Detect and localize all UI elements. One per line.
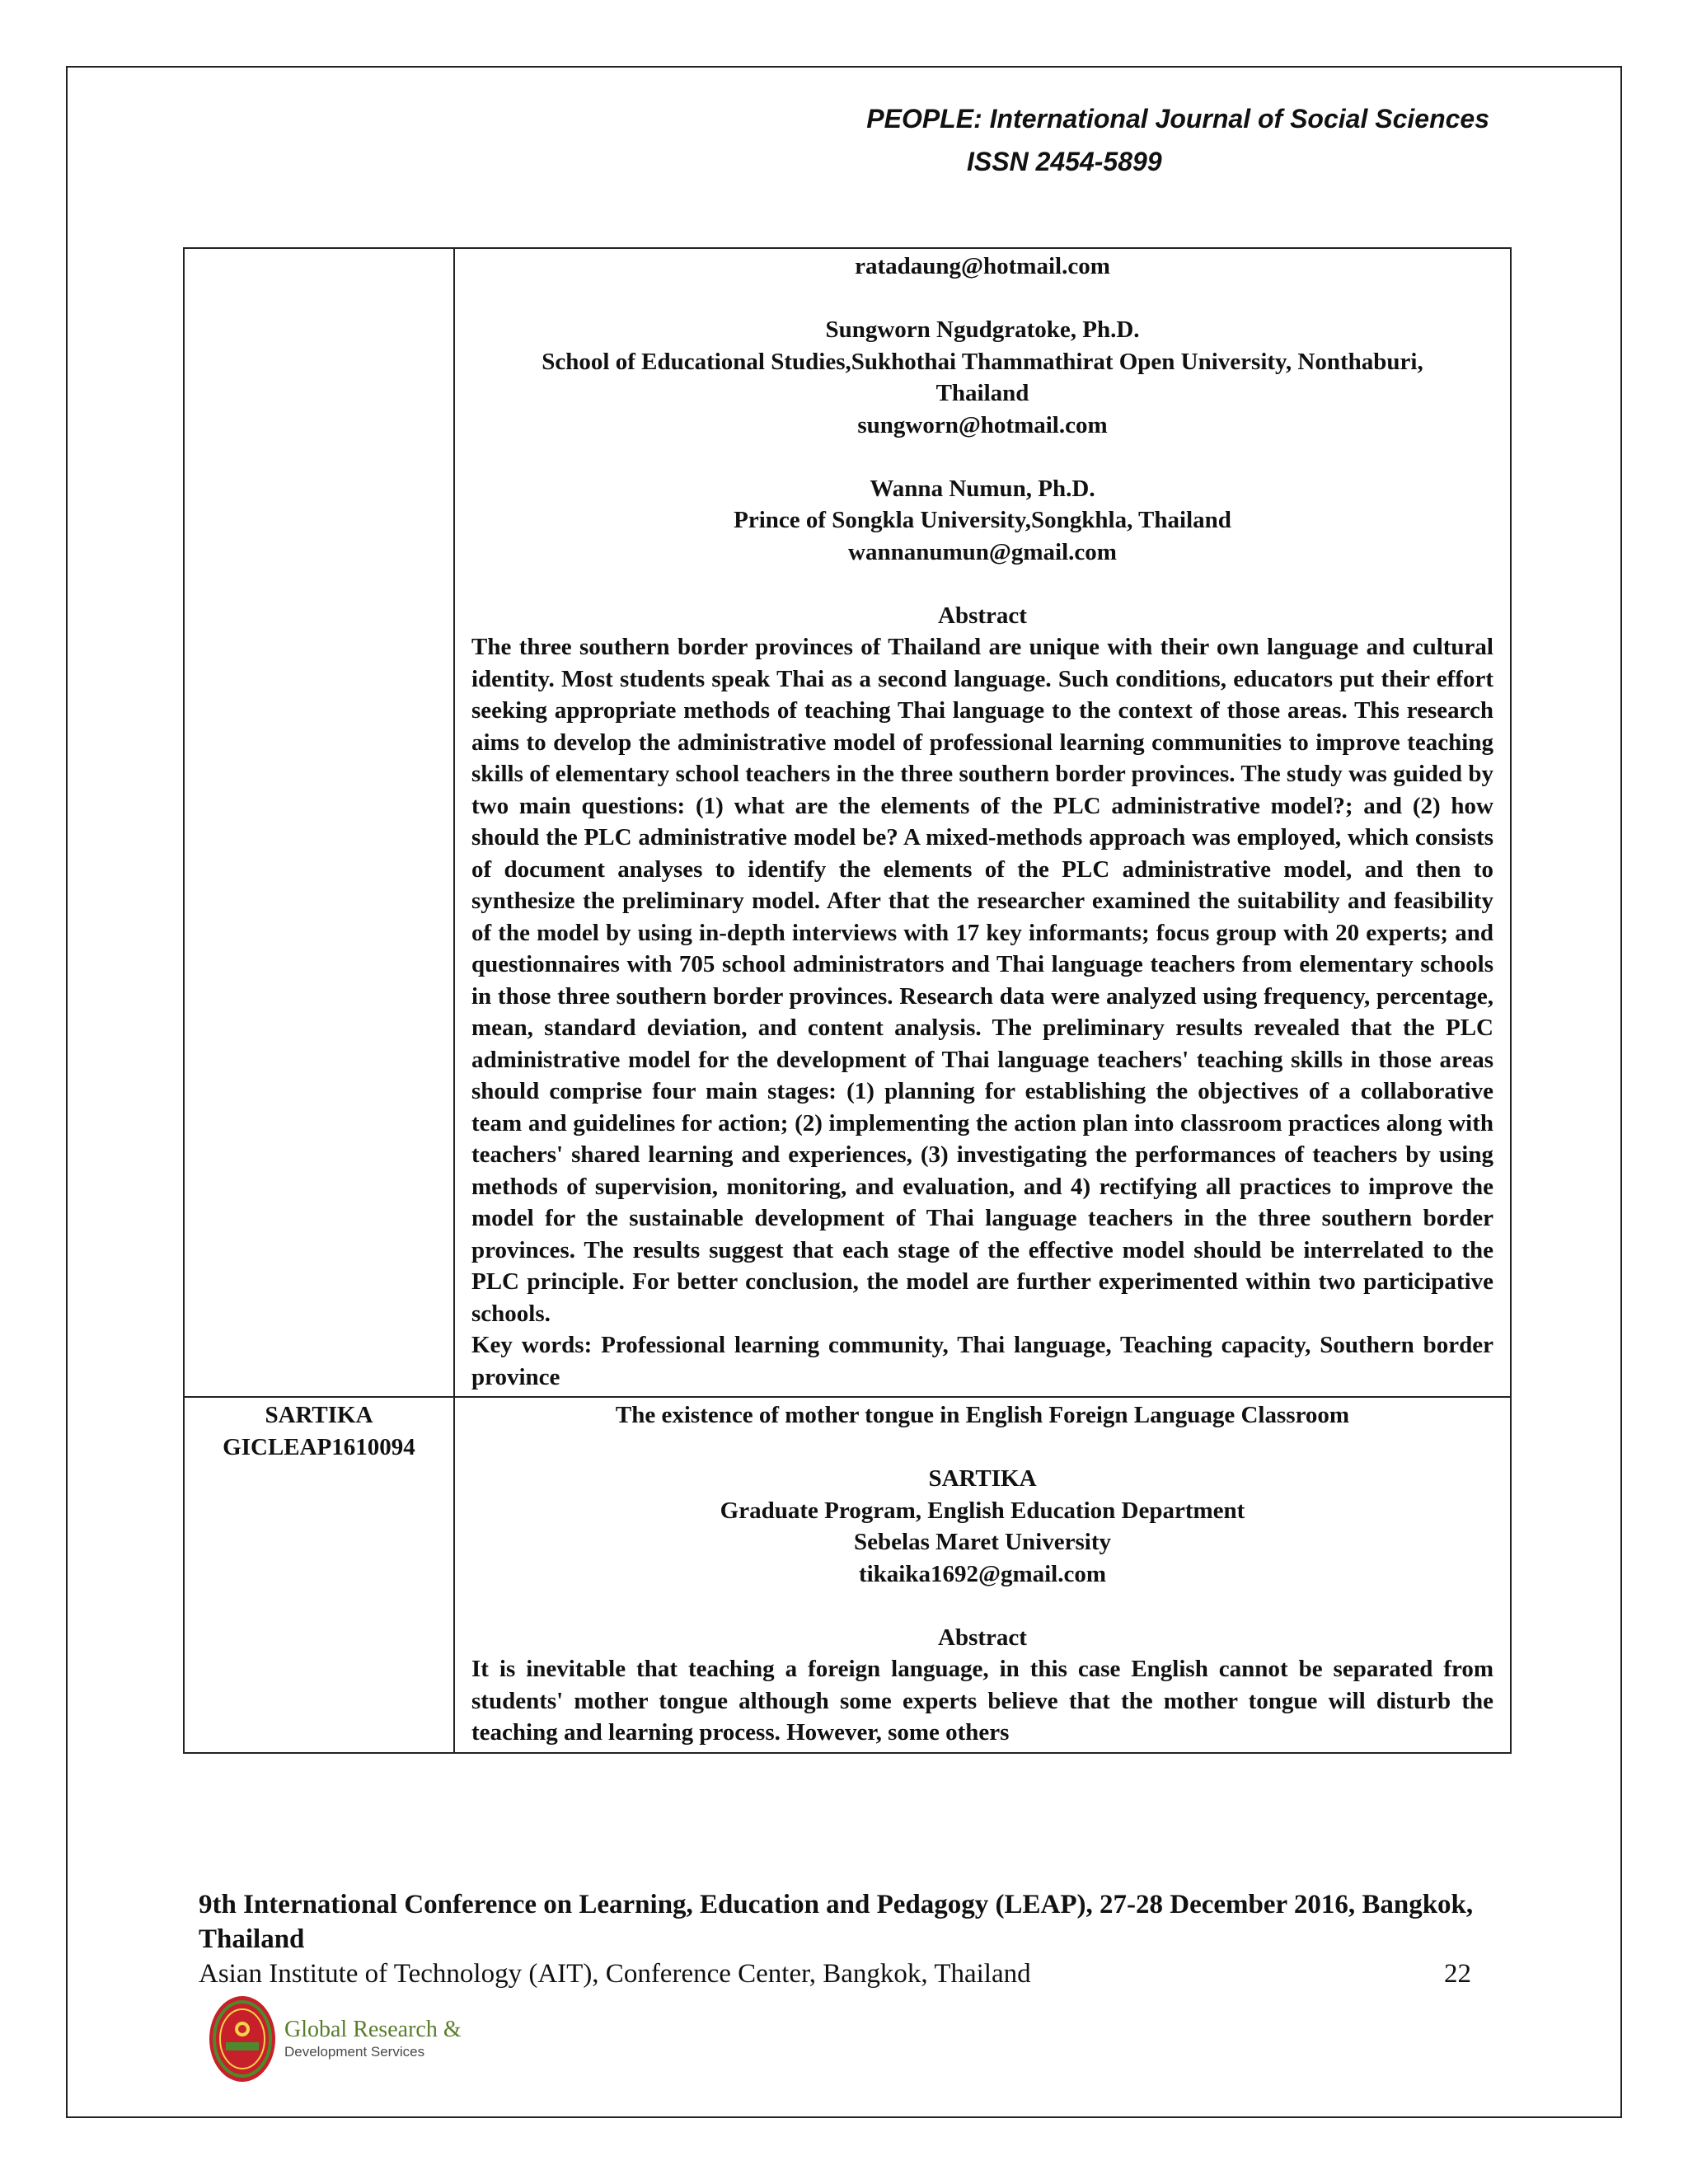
author-email: sungworn@hotmail.com — [857, 411, 1108, 438]
author-affiliation-cont: Sebelas Maret University — [854, 1529, 1111, 1555]
author-name: Wanna Numun, Ph.D. — [870, 475, 1095, 502]
abstracts-table — [183, 247, 1512, 1754]
author-id-name: SARTIKA — [265, 1402, 373, 1428]
abstract-body: It is inevitable that teaching a foreign language, in this case English cannot be separated from students' mother tongue although some experts believe that the mother tongue will disturb the teaching and learning process. However, some others — [471, 1656, 1493, 1746]
table-row — [184, 248, 1511, 1397]
author-affiliation-cont: Thailand — [935, 380, 1029, 406]
journal-header — [824, 97, 1533, 183]
grds-logo — [208, 1993, 462, 2088]
author-email: ratadaung@hotmail.com — [855, 253, 1110, 279]
author-affiliation: School of Educational Studies,Sukhothai Thammathirat Open University, Nonthaburi, — [542, 348, 1423, 375]
author-affiliation: Graduate Program, English Education Department — [720, 1497, 1245, 1524]
abstract-cell — [454, 1397, 1511, 1753]
author-name: Sungworn Ngudgratoke, Ph.D. — [825, 316, 1140, 343]
author-id-code: GICLEAP1610094 — [223, 1433, 415, 1460]
author-id-cell — [184, 248, 454, 1397]
conference-title: 9th International Conference on Learning, Education and Pedagogy (LEAP), 27-28 December 2016, Bangkok, Thailand — [199, 1890, 1474, 1954]
author-email: wannanumun@gmail.com — [848, 538, 1117, 565]
author-name: SARTIKA — [928, 1465, 1037, 1492]
page-number: 22 — [1444, 1959, 1471, 1989]
logo-text: Global Research & — [284, 2017, 462, 2042]
journal-name: PEOPLE: International Journal of Social Sciences — [866, 104, 1489, 134]
abstract-heading: Abstract — [938, 602, 1027, 629]
author-email: tikaika1692@gmail.com — [858, 1560, 1107, 1587]
abstract-keywords: Key words: Professional learning community, Thai language, Teaching capacity, Southern border province — [471, 1332, 1493, 1390]
table-row — [184, 1397, 1511, 1753]
abstract-cell — [454, 248, 1511, 1397]
author-affiliation: Prince of Songkla University,Songkhla, Thailand — [734, 507, 1231, 533]
abstract-body: The three southern border provinces of Thailand are unique with their own language and cultural identity. Most students speak Thai as a second language. Such conditions, educators put their effort seeking appropriate methods of teaching Thai language to the context of those areas. This research aims to develop the administrative model of professional learning communities to improve teaching skills of elementary school teachers in the three southern border provinces. The study was guided by two main questions: (1) what are the elements of the PLC administrative model?; and (2) how should the PLC administrative model be? A mixed-methods approach was employed, which consists of document analyses to identify the elements of the PLC administrative model, and then to synthesize the preliminary model. After that the researcher examined the suitability and feasibility of the model by using in-depth interviews with 17 key informants; focus group with 20 experts; and questionnaires with 705 school administrators and Thai language teachers from elementary schools in those three southern border provinces. Research data were analyzed using frequency, percentage, mean, standard deviation, and content analysis. The preliminary results revealed that the PLC administrative model for the development of Thai language teachers' teaching skills in those areas should comprise four main stages: (1) planning for establishing the objectives of a collaborative team and guidelines for action; (2) implementing the action plan into classroom practices along with teachers' shared learning and experiences, (3) investigating the performances of teachers by using methods of supervision, monitoring, and evaluation, and 4) rectifying all practices to improve the model for the sustainable development of Thai language teachers in the three southern border provinces. The results suggest that each stage of the effective model should be interrelated to the PLC principle. For better conclusion, the model are further experimented within two participative schools. — [471, 634, 1493, 1327]
abstract-heading: Abstract — [938, 1624, 1027, 1651]
grds-emblem-icon — [208, 1993, 282, 2088]
journal-issn: ISSN 2454-5899 — [967, 147, 1162, 176]
author-id-cell — [184, 1397, 454, 1753]
conference-venue: Asian Institute of Technology (AIT), Conference Center, Bangkok, Thailand — [199, 1959, 1031, 1989]
paper-title: The existence of mother tongue in English Foreign Language Classroom — [615, 1402, 1350, 1428]
logo-subtext: Development Services — [284, 2044, 425, 2060]
